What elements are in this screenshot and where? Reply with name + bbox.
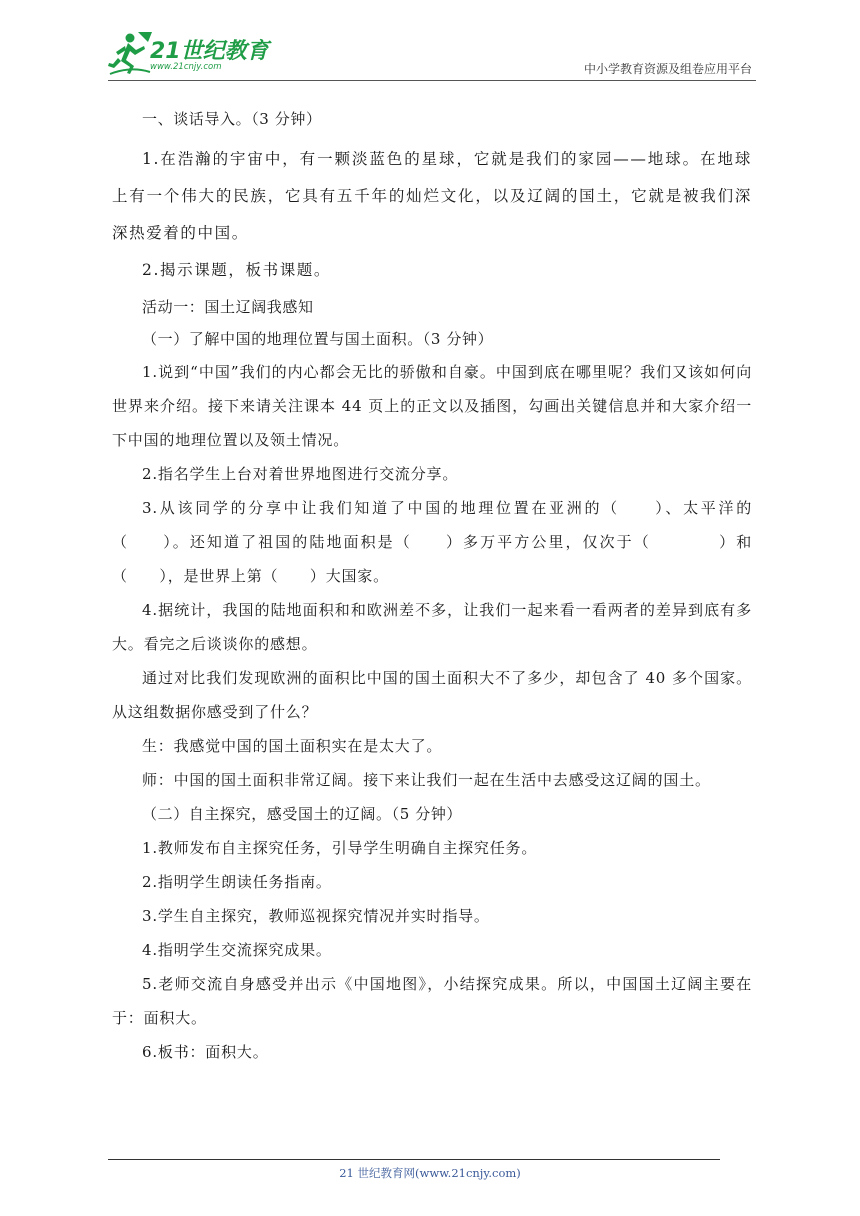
paragraph-2: 2.指名学生上台对着世界地图进行交流分享。 bbox=[142, 465, 459, 483]
paragraph-1: 1.说到“中国”我们的内心都会无比的骄傲和自豪。中国到底在哪里呢？我们又该如何向世界来介绍。接下来请关注课本 44 页上的正文以及插图，勾画出关键信息并和大家介绍一下中国的地理位置以及领土情况。 bbox=[112, 363, 752, 449]
paragraph-intro-2: 2.揭示课题，板书课题。 bbox=[142, 261, 331, 279]
paragraph-11: 6.板书：面积大。 bbox=[142, 1043, 269, 1061]
page-header bbox=[108, 30, 756, 82]
header-divider bbox=[108, 80, 756, 81]
footer-divider bbox=[108, 1159, 720, 1160]
paragraph-intro-1: 1.在浩瀚的宇宙中，有一颗淡蓝色的星球，它就是我们的家园——地球。在地球上有一个伟大的民族，它具有五千年的灿烂文化，以及辽阔的国土，它就是被我们深深热爱着的中国。 bbox=[112, 150, 752, 242]
subsection-heading-1: （一）了解中国的地理位置与国土面积。（3 分钟） bbox=[142, 330, 494, 348]
paragraph-6: 1.教师发布自主探究任务，引导学生明确自主探究任务。 bbox=[142, 839, 538, 857]
paragraph-5: 通过对比我们发现欧洲的面积比中国的国土面积大不了多少，却包含了 40 多个国家。从这组数据你感受到了什么？ bbox=[112, 669, 752, 721]
runner-logo-icon bbox=[108, 30, 152, 76]
page-footer: 21 世纪教育网(www.21cnjy.com) bbox=[339, 1166, 521, 1180]
logo bbox=[108, 30, 308, 80]
paragraph-3: 3.从该同学的分享中让我们知道了中国的地理位置在亚洲的（ ）、太平洋的（ ）。还知道了祖国的陆地面积是（ ）多万平方公里，仅次于（ ）和（ ），是世界上第（ ）大国家。 bbox=[112, 499, 752, 585]
subsection-heading-2: （二）自主探究，感受国土的辽阔。（5 分钟） bbox=[142, 805, 463, 823]
paragraph-student: 生：我感觉中国的国土面积实在是太大了。 bbox=[142, 737, 443, 755]
logo-text: 21世纪教育 bbox=[150, 39, 269, 64]
section-heading-intro: 一、谈话导入。（3 分钟） bbox=[142, 110, 322, 128]
logo-url: www.21cnjy.com bbox=[150, 62, 222, 72]
paragraph-4: 4.据统计，我国的陆地面积和和欧洲差不多，让我们一起来看一看两者的差异到底有多大。看完之后谈谈你的感想。 bbox=[112, 601, 752, 653]
paragraph-8: 3.学生自主探究，教师巡视探究情况并实时指导。 bbox=[142, 907, 490, 925]
paragraph-7: 2.指明学生朗读任务指南。 bbox=[142, 873, 332, 891]
paragraph-10: 5.老师交流自身感受并出示《中国地图》，小结探究成果。所以，中国国土辽阔主要在于：面积大。 bbox=[112, 975, 752, 1027]
header-platform-text: 中小学教育资源及组卷应用平台 bbox=[583, 62, 752, 76]
paragraph-9: 4.指明学生交流探究成果。 bbox=[142, 941, 332, 959]
paragraph-teacher: 师：中国的国土面积非常辽阔。接下来让我们一起在生活中去感受这辽阔的国土。 bbox=[142, 771, 711, 789]
document-body bbox=[112, 103, 752, 1069]
activity-heading: 活动一：国土辽阔我感知 bbox=[142, 298, 314, 316]
